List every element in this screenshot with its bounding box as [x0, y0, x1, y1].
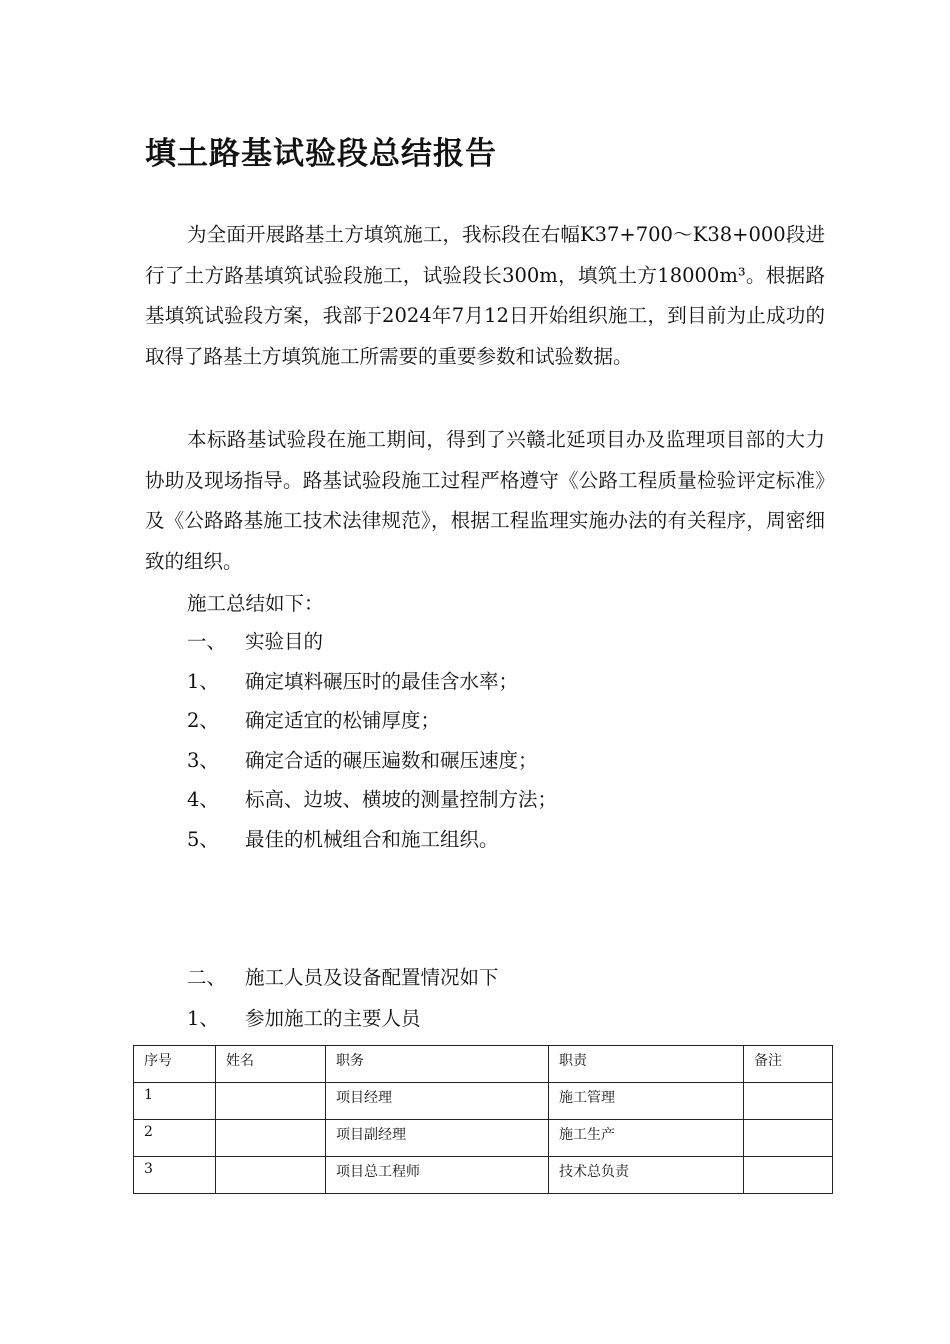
- summary-intro: 施工总结如下：: [187, 592, 324, 615]
- table-cell: [216, 1157, 326, 1194]
- list-item-text: 标高、边坡、横坡的测量控制方法；: [245, 788, 558, 811]
- section-1-number: 一、: [187, 630, 227, 653]
- header-cell: 职务: [326, 1046, 549, 1083]
- table-header-row: [134, 1046, 833, 1083]
- list-item: [187, 741, 538, 782]
- table-cell: 项目总工程师: [326, 1157, 549, 1194]
- list-item: [187, 662, 518, 703]
- header-cell: 职责: [549, 1046, 744, 1083]
- list-item-number: 5、: [187, 828, 219, 851]
- list-item-text: 确定合适的碾压遍数和碾压速度；: [245, 749, 538, 772]
- personnel-table: [133, 1045, 833, 1194]
- table-cell: 项目经理: [326, 1083, 549, 1120]
- table-cell: [216, 1083, 326, 1120]
- list-item-text: 最佳的机械组合和施工组织。: [245, 828, 499, 851]
- table-cell: 项目副经理: [326, 1120, 549, 1157]
- list-item-number: 3、: [187, 749, 219, 772]
- table-cell: [744, 1120, 833, 1157]
- list-item: [187, 701, 440, 742]
- section-2-heading: [187, 958, 499, 999]
- table-cell: [744, 1157, 833, 1194]
- support-paragraph: 本标路基试验段在施工期间，得到了兴赣北延项目办及监理项目部的大力协助及现场指导。路基试验段施工过程严格遵守《公路工程质量检验评定标准》及《公路路基施工技术法律规范》，根据工程监理实施办法的有关程序，周密细致的组织。: [145, 428, 825, 573]
- subsection-heading: [187, 999, 421, 1040]
- list-item-text: 确定填料碾压时的最佳含水率；: [245, 670, 519, 693]
- table-row: [134, 1083, 833, 1120]
- table-cell: [744, 1083, 833, 1120]
- section-1-title: 实验目的: [245, 630, 324, 653]
- table-cell: 1: [134, 1083, 216, 1120]
- table-cell: [216, 1120, 326, 1157]
- section-2-title: 施工人员及设备配置情况如下: [245, 966, 499, 989]
- section-2-number: 二、: [187, 966, 227, 989]
- list-item-text: 确定适宜的松铺厚度；: [245, 709, 441, 732]
- table-cell: 施工管理: [549, 1083, 744, 1120]
- header-cell: 序号: [134, 1046, 216, 1083]
- table-row: [134, 1157, 833, 1194]
- table-cell: 技术总负责: [549, 1157, 744, 1194]
- subsection-number: 1、: [187, 1007, 219, 1030]
- table-cell: 施工生产: [549, 1120, 744, 1157]
- list-item: [187, 820, 499, 861]
- table-cell: 3: [134, 1157, 216, 1194]
- header-cell: 姓名: [216, 1046, 326, 1083]
- header-cell: 备注: [744, 1046, 833, 1083]
- list-item-number: 4、: [187, 788, 219, 811]
- list-item: [187, 780, 557, 821]
- list-item-number: 2、: [187, 709, 219, 732]
- section-1-heading: [187, 622, 323, 663]
- document-title: 填土路基试验段总结报告: [145, 136, 497, 172]
- intro-paragraph: 为全面开展路基土方填筑施工，我标段在右幅K37+700～K38+000段进行了土方路基填筑试验段施工，试验段长300m，填筑土方18000m³。根据路基填筑试验段方案，我部于2024年7月12日开始组织施工，到目前为止成功的取得了路基土方填筑施工所需要的重要参数和试验数据。: [145, 223, 825, 368]
- table-cell: 2: [134, 1120, 216, 1157]
- list-item-number: 1、: [187, 670, 219, 693]
- subsection-title: 参加施工的主要人员: [245, 1007, 421, 1030]
- table-row: [134, 1120, 833, 1157]
